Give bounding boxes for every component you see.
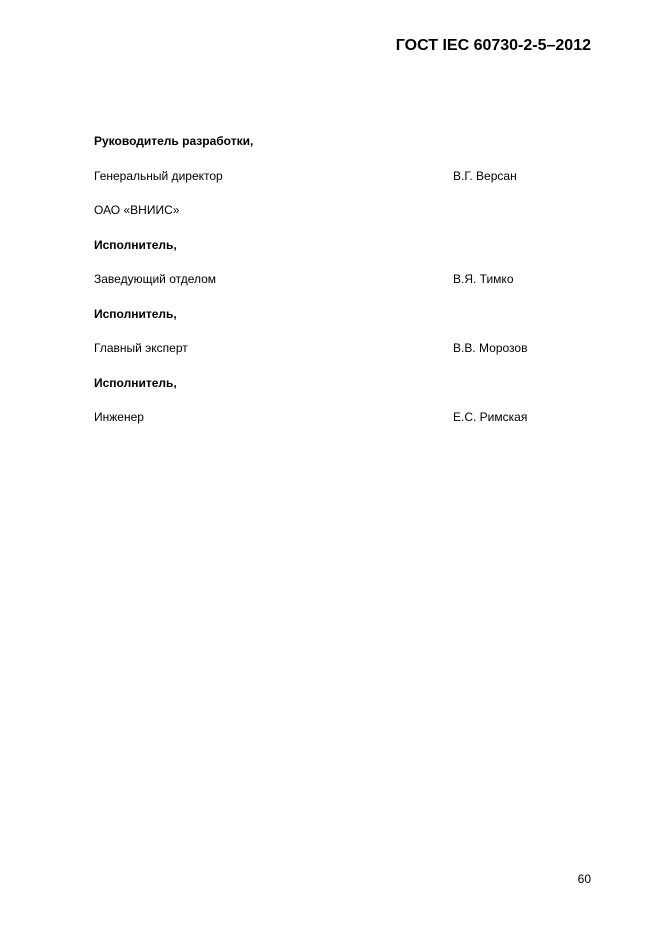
page-number: 60 bbox=[577, 872, 591, 886]
position-title: Главный эксперт bbox=[94, 341, 188, 355]
position-row bbox=[94, 270, 594, 305]
role-row bbox=[94, 305, 594, 340]
role-title: Исполнитель, bbox=[94, 237, 177, 252]
position-row bbox=[94, 339, 594, 374]
person-name: В.В. Морозов bbox=[453, 341, 528, 355]
position-title: Инженер bbox=[94, 410, 144, 424]
person-name: В.Я. Тимко bbox=[453, 272, 514, 286]
position-title: Заведующий отделом bbox=[94, 272, 217, 286]
organization-row bbox=[94, 201, 594, 236]
role-title: Исполнитель, bbox=[94, 375, 177, 390]
person-name: В.Г. Версан bbox=[453, 168, 517, 183]
organization-name: ОАО «ВНИИС» bbox=[94, 203, 180, 217]
role-row bbox=[94, 132, 594, 167]
role-title: Руководитель разработки, bbox=[94, 134, 254, 148]
contributors-block bbox=[94, 132, 594, 443]
role-row bbox=[94, 236, 594, 271]
position-row bbox=[94, 408, 594, 443]
position-row bbox=[94, 167, 594, 202]
position-title: Генеральный директор bbox=[94, 168, 223, 183]
document-code-header: ГОСТ IEC 60730-2-5–2012 bbox=[395, 37, 591, 54]
person-name: Е.С. Римская bbox=[453, 410, 528, 424]
role-row bbox=[94, 374, 594, 409]
role-title: Исполнитель, bbox=[94, 306, 177, 321]
